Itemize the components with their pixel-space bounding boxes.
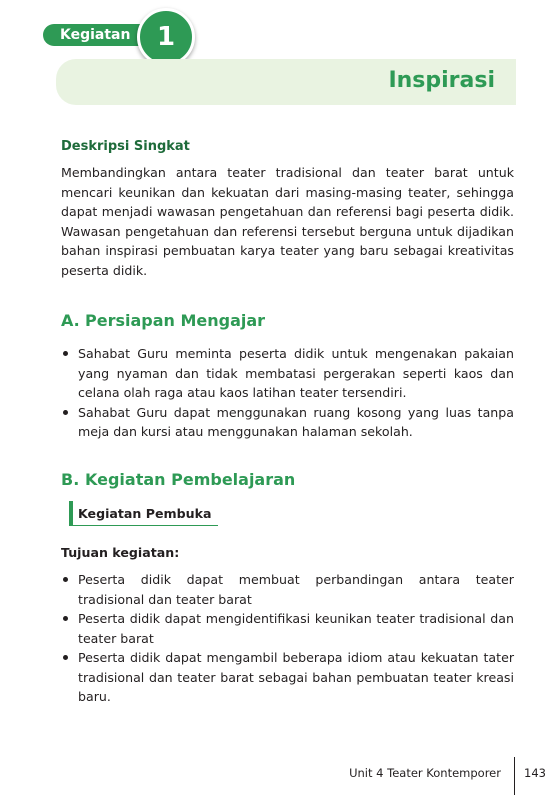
section-b-number: B.: [61, 470, 80, 489]
list-item-text: Sahabat Guru dapat menggunakan ruang kosong yang luas tanpa meja dan kursi atau menggunakan halaman sekolah.: [78, 404, 514, 439]
section-b-title: Kegiatan Pembelajaran: [85, 470, 296, 489]
list-item-text: Peserta didik dapat mengambil beberapa idiom atau kekuatan tater tradisional dan teater barat sebagai bahan pembuatan teater kreasi baru.: [78, 650, 514, 704]
footer-unit-title: Unit 4 Teater Kontemporer: [349, 766, 501, 780]
bullet-icon: [63, 616, 68, 621]
section-a-number: A.: [61, 311, 80, 330]
goals-label: Tujuan kegiatan:: [61, 545, 180, 560]
activity-number-badge: 1: [137, 8, 195, 66]
section-b-heading: [61, 470, 295, 490]
section-a-list: [61, 344, 514, 442]
list-item-text: Sahabat Guru meminta peserta didik untuk mengenakan pakaian yang nyaman dan tidak membatasi pergerakan seperti kaos dan celana olah raga atau kaos latihan teater tersendiri.: [78, 346, 514, 400]
activity-label: Kegiatan: [60, 27, 131, 43]
list-item: [61, 570, 514, 609]
section-a-heading: [61, 311, 265, 331]
bullet-icon: [63, 655, 68, 660]
sub-heading-label: Kegiatan Pembuka: [78, 506, 212, 521]
section-a-title: Persiapan Mengajar: [85, 311, 266, 330]
bullet-icon: [63, 351, 68, 356]
footer-divider: [514, 757, 515, 795]
section-b-list: [61, 570, 514, 707]
short-description-heading: Deskripsi Singkat: [61, 139, 190, 154]
bullet-icon: [63, 410, 68, 415]
list-item: [61, 344, 514, 403]
list-item-text: Peserta didik dapat membuat perbandingan antara teater tradisional dan teater barat: [78, 572, 514, 607]
list-item: [61, 609, 514, 648]
list-item-text: Peserta didik dapat mengidentifikasi keunikan teater tradisional dan teater barat: [78, 611, 514, 646]
bullet-icon: [63, 577, 68, 582]
page-title: Inspirasi: [388, 68, 495, 93]
list-item: [61, 403, 514, 442]
list-item: [61, 648, 514, 707]
page-number: 143: [524, 766, 546, 780]
short-description-text: Membandingkan antara teater tradisional dan teater barat untuk mencari keunikan dan kekuatan dari masing-masing teater, sehingga dapat menjadi wawasan pengetahuan dan referensi bagi peserta didik. Wawasan pengetahuan dan referensi tersebut berguna untuk dijadikan bahan inspirasi pembuatan karya teater yang baru sebagai kreativitas peserta didik.: [61, 165, 514, 278]
